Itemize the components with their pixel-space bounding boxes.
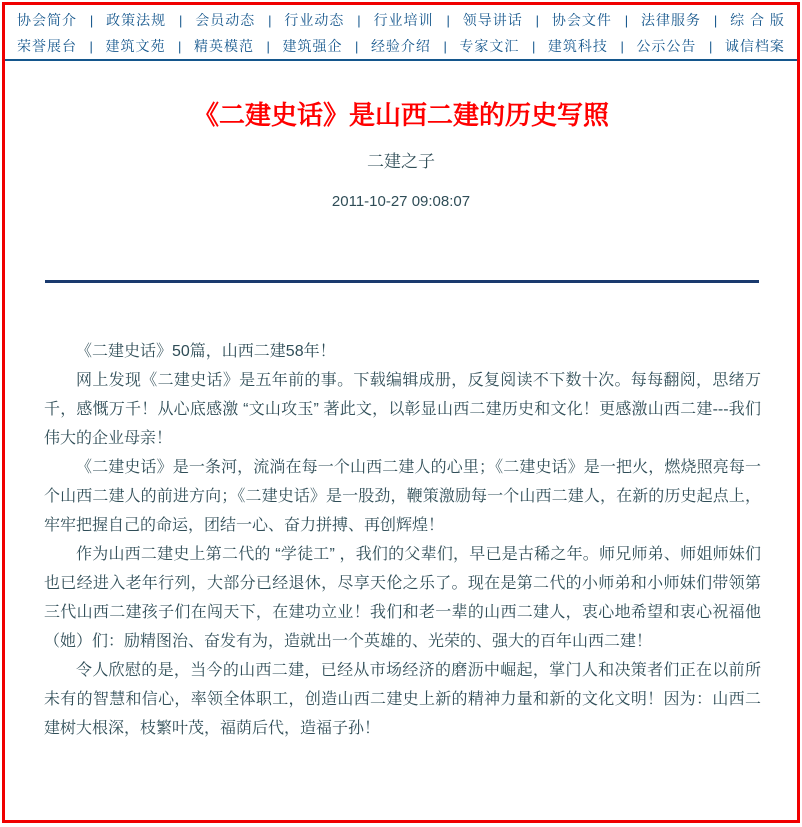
nav-link-nav-row-2-7[interactable]: 公示公告	[636, 38, 697, 54]
nav-link-nav-row-1-6[interactable]: 协会文件	[551, 12, 612, 28]
article-paragraph: 令人欣慰的是，当今的山西二建，已经从市场经济的磨沥中崛起，掌门人和决策者们正在以前所未有的智慧和信心，率领全体职工，创造山西二建史上新的精神力量和新的文化文明！因为：山西二建树大根深，枝繁叶茂，福荫后代，造福子孙！	[44, 662, 761, 737]
nav-separator: |	[624, 12, 629, 28]
nav-separator: |	[713, 12, 718, 28]
nav-link-nav-row-1-5[interactable]: 领导讲话	[462, 12, 523, 28]
nav-link-nav-row-1-2[interactable]: 会员动态	[195, 12, 256, 28]
article-paragraph: 《二建史话》50篇，山西二建58年！	[76, 343, 336, 360]
nav-separator: |	[266, 38, 270, 54]
nav-row-2	[5, 33, 797, 59]
nav-link-nav-row-1-8[interactable]: 综 合 版	[730, 12, 785, 28]
nav-link-nav-row-1-4[interactable]: 行业培训	[373, 12, 434, 28]
article-body	[5, 283, 797, 743]
nav-link-nav-row-2-4[interactable]: 经验介绍	[370, 38, 431, 54]
nav-link-nav-row-2-0[interactable]: 荣誉展台	[17, 38, 77, 54]
nav-row-1	[5, 7, 797, 33]
nav-link-nav-row-2-6[interactable]: 建筑科技	[547, 38, 608, 54]
article-paragraph: 作为山西二建史上第二代的 “学徒工” ，我们的父辈们，早已是古稀之年。师兄师弟、师姐师妹们也已经进入老年行列，大部分已经退休，尽享天伦之乐了。现在是第二代的小师弟和小师妹们带领第三代山西二建孩子们在闯天下，在建功立业！我们和老一辈的山西二建人，衷心地希望和衷心祝福他（她）们：励精图治、奋发有为，造就出一个英雄的、光荣的、强大的百年山西二建！	[44, 546, 761, 650]
nav-separator: |	[535, 12, 539, 28]
article-page	[5, 99, 797, 743]
top-navigation	[5, 5, 797, 61]
nav-separator: |	[89, 38, 93, 54]
article-date: 2011-10-27 09:08:07	[331, 193, 471, 210]
nav-separator: |	[268, 12, 272, 28]
nav-separator: |	[179, 12, 183, 28]
page-frame	[2, 2, 800, 823]
nav-separator: |	[531, 38, 536, 54]
nav-link-nav-row-2-5[interactable]: 专家文汇	[459, 38, 520, 54]
nav-link-nav-row-1-3[interactable]: 行业动态	[284, 12, 345, 28]
nav-separator: |	[620, 38, 624, 54]
nav-separator: |	[708, 38, 713, 54]
article-title: 《二建史话》是山西二建的历史写照	[192, 100, 609, 130]
nav-link-nav-row-2-1[interactable]: 建筑文苑	[105, 38, 166, 54]
nav-link-nav-row-1-0[interactable]: 协会简介	[17, 12, 77, 28]
article-author: 二建之子	[367, 152, 435, 171]
nav-separator: |	[89, 12, 94, 28]
nav-separator: |	[443, 38, 447, 54]
nav-link-nav-row-1-7[interactable]: 法律服务	[640, 12, 701, 28]
nav-link-nav-row-1-1[interactable]: 政策法规	[106, 12, 167, 28]
nav-link-nav-row-2-8[interactable]: 诚信档案	[724, 38, 785, 54]
nav-link-nav-row-2-2[interactable]: 精英模范	[193, 38, 254, 54]
article-paragraph: 《二建史话》是一条河，流淌在每一个山西二建人的心里；《二建史话》是一把火，燃烧照亮每一个山西二建人的前进方向；《二建史话》是一股劲，鞭策激励每一个山西二建人，在新的历史起点上，牢牢把握自己的命运，团结一心、奋力拼搏、再创辉煌！	[44, 459, 761, 534]
nav-link-nav-row-2-3[interactable]: 建筑强企	[282, 38, 343, 54]
nav-separator: |	[357, 12, 361, 28]
article-paragraph: 网上发现《二建史话》是五年前的事。下载编辑成册，反复阅读不下数十次。每每翻阅，思绪万千，感慨万千！从心底感激 “文山攻玉” 著此文，以彰显山西二建历史和文化！更感激山西二建---我们伟大的企业母亲！	[44, 372, 761, 447]
nav-separator: |	[446, 12, 450, 28]
nav-separator: |	[178, 38, 182, 54]
nav-separator: |	[355, 38, 359, 54]
